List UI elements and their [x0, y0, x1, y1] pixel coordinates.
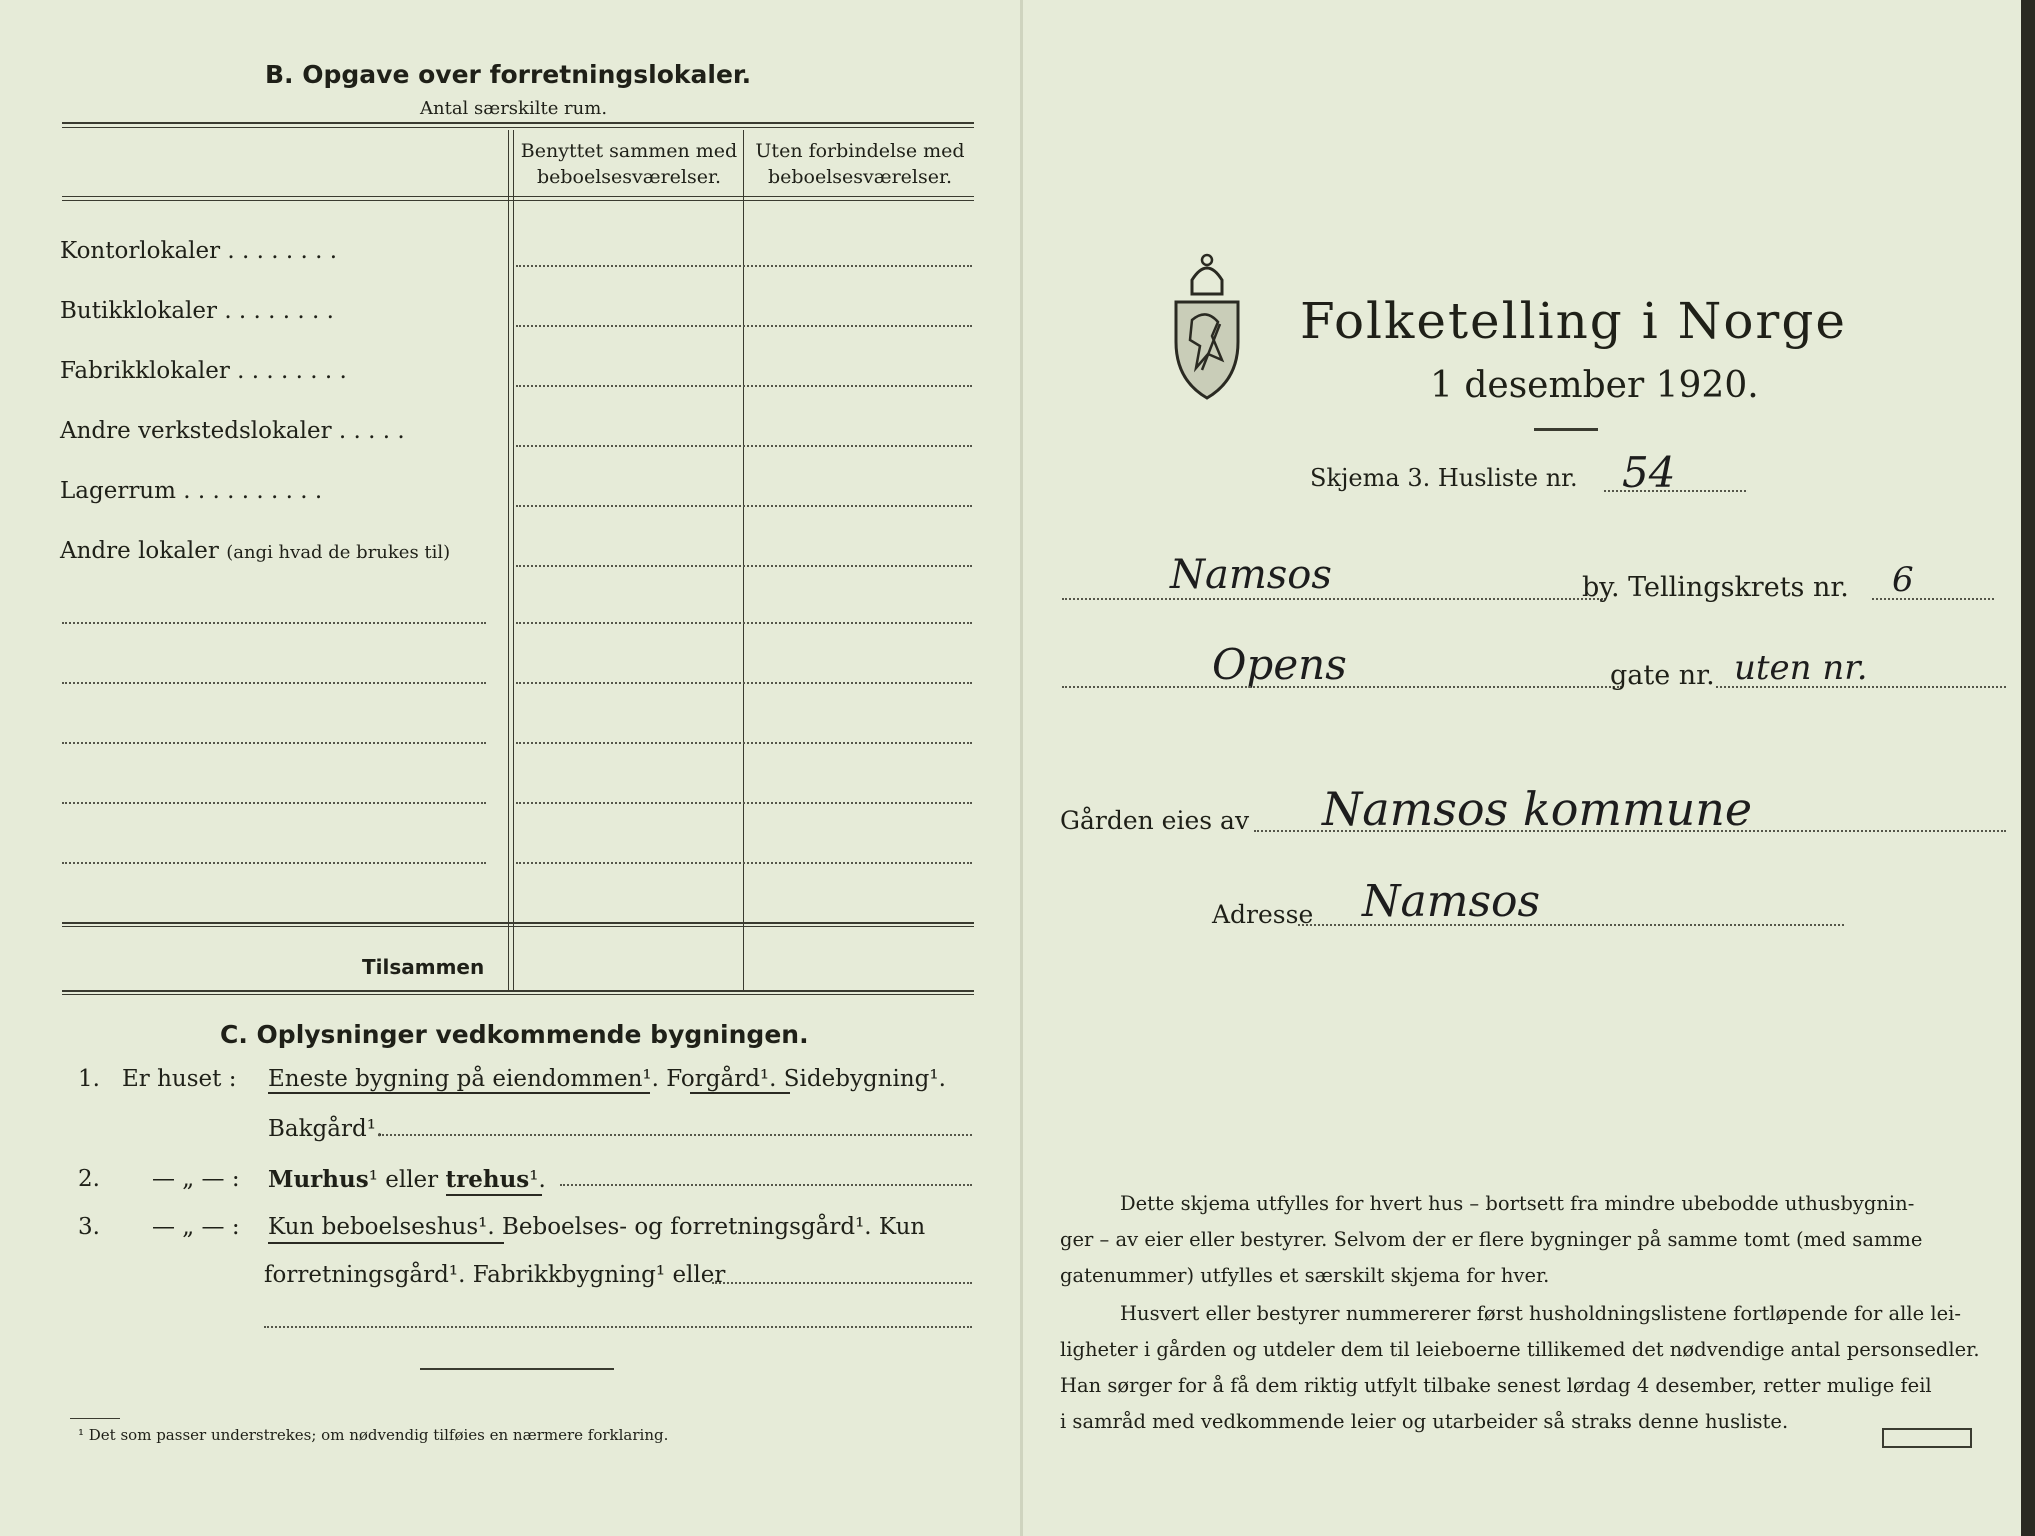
header-bottom-rule-2 — [62, 200, 974, 201]
address-label: Adresse — [1212, 900, 1314, 929]
cell-line — [516, 742, 972, 744]
row-kontorlokaler: Kontorlokaler . . . . . . . . — [60, 238, 338, 264]
cell-line — [516, 505, 972, 507]
blank-line — [62, 742, 486, 744]
table-top-rule — [62, 122, 974, 124]
table-bottom-rule-2 — [62, 994, 974, 995]
row-andre-lokaler — [60, 538, 450, 564]
instructions-p2 — [1060, 1296, 2010, 1440]
skjema-label: Skjema 3. Husliste nr. — [1310, 464, 1578, 492]
table-top-rule-2 — [62, 127, 974, 128]
gate-nr-label: gate nr. — [1610, 660, 1715, 691]
footnote-rule — [70, 1418, 120, 1419]
col-divider-1b — [513, 130, 514, 992]
main-title: Folketelling i Norge — [1300, 292, 1847, 350]
owner-label: Gården eies av — [1060, 806, 1250, 835]
q1-options: Eneste bygning på eiendommen¹. Forgård¹. Sidebygning¹. — [268, 1066, 946, 1092]
cell-line — [516, 325, 972, 327]
andre-lokaler-hint: (angi hvad de brukes til) — [226, 542, 451, 563]
instructions-line: ligheter i gården og utdeler dem til leieboerne tillikemed det nødvendige antal personsedler. — [1060, 1338, 1980, 1361]
q2-trehus: trehus — [445, 1166, 530, 1193]
printer-stamp — [1882, 1428, 1972, 1448]
q3-fill-line — [712, 1282, 972, 1284]
q3-options: Kun beboelseshus¹. Beboelses- og forretningsgård¹. Kun — [268, 1214, 926, 1240]
andre-lokaler-label: Andre lokaler — [60, 538, 219, 564]
q2-label: — „ — : — [152, 1166, 240, 1192]
street-value: Opens — [1212, 640, 1347, 689]
q2-end: ¹. — [529, 1167, 546, 1193]
address-line — [1298, 924, 1844, 926]
q1-underline-eneste — [268, 1092, 650, 1094]
scan-edge — [2021, 0, 2035, 1536]
address-value: Namsos — [1362, 876, 1541, 927]
title-rule — [1534, 428, 1598, 431]
cell-line — [516, 622, 972, 624]
q1-label: Er huset : — [122, 1066, 237, 1092]
row-butikklokaler: Butikklokaler . . . . . . . . — [60, 298, 334, 324]
city-line — [1062, 598, 1606, 600]
cell-line — [516, 445, 972, 447]
krets-nr-value: 6 — [1892, 560, 1914, 600]
husliste-nr-line — [1604, 490, 1746, 492]
blank-line — [62, 622, 486, 624]
gate-nr-line — [1716, 686, 2006, 688]
q3-underline-kun — [268, 1242, 504, 1244]
q2-fill-line — [560, 1184, 972, 1186]
q1-number: 1. — [78, 1066, 100, 1092]
blank-line — [62, 682, 486, 684]
col-divider-1 — [508, 130, 509, 992]
q2-murhus: Murhus — [268, 1166, 369, 1193]
total-top-rule-2 — [62, 926, 974, 927]
q3-label: — „ — : — [152, 1214, 240, 1240]
section-c-end-rule — [420, 1368, 614, 1370]
q2-underline-trehus — [446, 1194, 542, 1196]
q2-number: 2. — [78, 1166, 100, 1192]
col1-header-line1: Benyttet sammen med — [520, 140, 738, 162]
total-top-rule — [62, 922, 974, 924]
row-fabrikklokaler: Fabrikklokaler . . . . . . . . — [60, 358, 347, 384]
owner-line — [1254, 830, 2006, 832]
footnote: ¹ Det som passer understrekes; om nødvendig tilføies en nærmere forklaring. — [78, 1426, 669, 1444]
blank-line — [62, 862, 486, 864]
norwegian-coat-of-arms-icon — [1172, 250, 1242, 402]
cell-line — [516, 862, 972, 864]
street-line — [1062, 686, 1622, 688]
instructions-line: gatenummer) utfylles et særskilt skjema for hver. — [1060, 1264, 1550, 1287]
instructions-line: Dette skjema utfylles for hvert hus – bortsett fra mindre ubebodde uthusbygnin- — [1120, 1192, 1915, 1215]
col2-header-line1: Uten forbindelse med — [755, 140, 965, 162]
section-b-subtitle: Antal særskilte rum. — [420, 98, 608, 119]
header-bottom-rule — [62, 196, 974, 197]
instructions-line: i samråd med vedkommende leier og utarbeider så straks denne husliste. — [1060, 1410, 1789, 1433]
by-tellingskrets-label: by. Tellingskrets nr. — [1582, 572, 1849, 603]
cell-line — [516, 265, 972, 267]
row-andre-verksteds: Andre verkstedslokaler . . . . . — [60, 418, 405, 444]
section-b-title: B. Opgave over forretningslokaler. — [265, 60, 752, 89]
section-c-title: C. Oplysninger vedkommende bygningen. — [220, 1020, 809, 1049]
right-page — [1022, 0, 2035, 1536]
q1-underline-forgard — [690, 1092, 790, 1094]
cell-line — [516, 565, 972, 567]
owner-value: Namsos kommune — [1322, 782, 1753, 836]
cell-line — [516, 802, 972, 804]
instructions-p1 — [1060, 1186, 2010, 1294]
instructions-line: Han sørger for å få dem riktig utfylt tilbake senest lørdag 4 desember, retter mulige feil — [1060, 1374, 1932, 1397]
instructions-line: Husvert eller bestyrer nummererer først husholdningslistene fortløpende for alle lei- — [1120, 1302, 1961, 1325]
row-lagerrum: Lagerrum . . . . . . . . . . — [60, 478, 323, 504]
q1-bakgard: Bakgård¹. — [268, 1116, 384, 1142]
q3-extra-line — [264, 1326, 972, 1328]
cell-line — [516, 385, 972, 387]
instructions-line: ger – av eier eller bestyrer. Selvom der er flere bygninger på samme tomt (med samme — [1060, 1228, 1923, 1251]
cell-line — [516, 682, 972, 684]
total-label: Tilsammen — [362, 955, 485, 979]
gate-nr-value: uten nr. — [1734, 648, 1868, 688]
q3-continued: forretningsgård¹. Fabrikkbygning¹ eller — [264, 1262, 726, 1288]
q1-fill-line — [378, 1134, 972, 1136]
krets-nr-line — [1872, 598, 1994, 600]
husliste-nr-value: 54 — [1622, 448, 1676, 497]
table-bottom-rule — [62, 990, 974, 992]
census-date: 1 desember 1920. — [1430, 365, 1759, 406]
city-value: Namsos — [1170, 552, 1332, 598]
col1-header-line2: beboelsesværelser. — [536, 166, 722, 188]
col2-header-line2: beboelsesværelser. — [767, 166, 953, 188]
q2-options — [268, 1166, 546, 1193]
blank-line — [62, 802, 486, 804]
q3-number: 3. — [78, 1214, 100, 1240]
q2-eller: ¹ eller — [368, 1167, 446, 1193]
